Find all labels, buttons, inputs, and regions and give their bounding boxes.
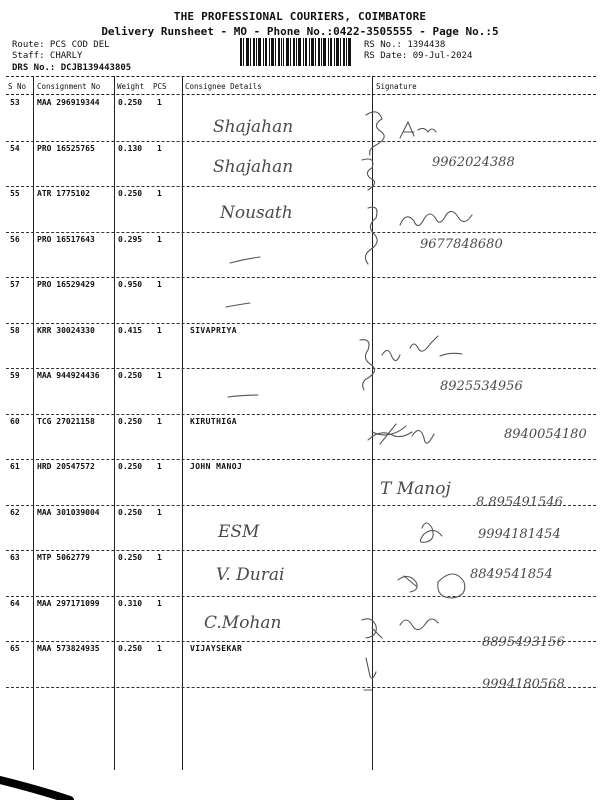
handwritten-phone: 8895493156 [482,635,565,650]
row-sno: 65 [10,644,20,653]
header-bottom-rule [6,94,596,95]
rs-number: RS No.: 1394438 [364,40,446,50]
row-pcs: 1 [157,553,162,562]
row-consignee: JOHN MANOJ [190,462,243,471]
col-consignee-header: Consignee Details [185,82,262,91]
row-consignment-no: HRD 20547572 [37,462,95,471]
row-weight: 0.250 [118,553,143,562]
row-consignment-no: MAA 944924436 [37,371,100,380]
row-weight: 0.250 [118,189,143,198]
col-consignment-header: Consignment No [37,82,101,91]
col-pcs-header: PCS [153,82,167,91]
row-weight: 0.250 [118,462,143,471]
row-weight: 0.250 [118,644,143,653]
row-sno: 64 [10,598,20,608]
staff-label: Staff: CHARLY [12,51,83,61]
col-sno-header: S No [8,82,27,91]
handwritten-phone: 9677848680 [420,237,503,252]
handwritten-phone: 9994180568 [482,677,565,692]
company-title: THE PROFESSIONAL COURIERS, COIMBATORE [173,10,427,23]
row-sno: 62 [10,507,20,517]
row-weight: 0.250 [118,371,143,380]
handwritten-name: V. Durai [216,565,285,585]
row-consignment-no: ATR 1775102 [37,189,90,198]
row-pcs: 1 [157,143,162,153]
row-consignment-no: MAA 297171099 [37,598,100,608]
route-label: Route: PCS COD DEL [12,40,110,50]
row-sno: 63 [10,553,20,562]
row-pcs: 1 [157,507,162,517]
row-sno: 54 [10,143,20,153]
handwritten-name: C.Mohan [204,613,282,633]
handwritten-phone: 8925534956 [440,379,523,394]
table-row [0,96,600,142]
rs-date: RS Date: 09-Jul-2024 [364,51,473,61]
row-weight: 0.250 [118,98,143,107]
row-pcs: 1 [157,416,162,426]
handwritten-phone: 9994181454 [478,527,561,542]
row-sno: 58 [10,325,20,335]
row-pcs: 1 [157,371,162,380]
table-row [0,187,600,233]
row-sno: 53 [10,98,20,107]
handwritten-name: ESM [218,522,260,542]
row-consignment-no: KRR 30024330 [37,325,95,335]
row-consignment-no: MAA 296919344 [37,98,100,107]
row-consignment-no: PRO 16525765 [37,143,95,153]
row-pcs: 1 [157,598,162,608]
handwritten-phone: 8849541854 [470,567,553,582]
handwritten-name: Shajahan [213,117,294,137]
table-row [0,233,600,279]
row-pcs: 1 [157,280,162,289]
table-row [0,278,600,324]
row-consignee: KIRUTHIGA [190,416,237,426]
row-consignment-no: MAA 573824935 [37,644,100,653]
table-row [0,551,600,597]
row-pcs: 1 [157,325,162,335]
row-pcs: 1 [157,189,162,198]
row-sno: 57 [10,280,20,289]
drs-number: DRS No.: DCJB139443805 [12,63,132,73]
row-sno: 59 [10,371,20,380]
row-consignment-no: MAA 301039004 [37,507,100,517]
handwritten-name: Shajahan [213,157,294,177]
row-consignment-no: MTP 5062779 [37,553,90,562]
row-weight: 0.295 [118,234,143,244]
table-row [0,415,600,461]
table-row [0,369,600,415]
table-row [0,597,600,643]
row-sno: 61 [10,462,20,471]
row-pcs: 1 [157,462,162,471]
row-sno: 60 [10,416,20,426]
row-weight: 0.250 [118,507,143,517]
table-row [0,460,600,506]
col-signature-header: Signature [376,82,417,91]
row-sno: 56 [10,234,20,244]
row-weight: 0.250 [118,416,143,426]
handwritten-name: T Manoj [380,479,451,499]
handwritten-phone: 8940054180 [504,427,587,442]
col-weight-header: Weight [117,82,145,91]
row-weight: 0.415 [118,325,143,335]
runsheet-subtitle: Delivery Runsheet - MO - Phone No.:0422-3505555 - Page No.:5 [101,25,499,38]
table-row [0,142,600,188]
row-pcs: 1 [157,234,162,244]
row-separator [6,687,596,688]
handwritten-phone: 8.895491546 [476,495,563,510]
row-pcs: 1 [157,98,162,107]
row-consignee: SIVAPRIYA [190,325,237,335]
row-weight: 0.950 [118,280,143,289]
table-row [0,324,600,370]
header-top-rule [6,76,596,77]
signature-scribble [0,780,70,800]
row-sno: 55 [10,189,20,198]
row-consignment-no: TCG 27021158 [37,416,95,426]
table-row [0,642,600,688]
row-pcs: 1 [157,644,162,653]
table-row [0,506,600,552]
row-consignment-no: PRO 16529429 [37,280,95,289]
row-weight: 0.310 [118,598,143,608]
row-consignee: VIJAYSEKAR [190,644,243,653]
row-weight: 0.130 [118,143,143,153]
barcode [240,38,352,66]
row-consignment-no: PRO 16517643 [37,234,95,244]
handwritten-name: Nousath [220,203,293,223]
handwritten-phone: 9962024388 [432,155,515,170]
